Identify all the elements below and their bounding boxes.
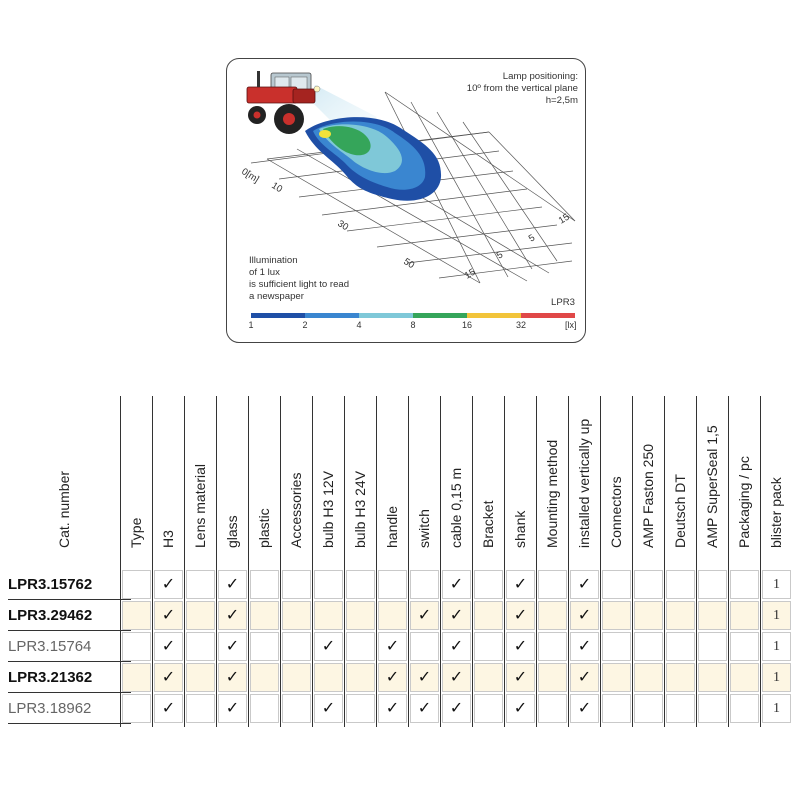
table-cell [474, 632, 503, 661]
table-cell [570, 632, 599, 661]
check-mark: ✓ [417, 607, 432, 624]
table-cell [730, 694, 759, 723]
row-separator [8, 630, 131, 631]
check-mark: ✓ [449, 607, 464, 624]
row-separator [8, 661, 131, 662]
table-cell [634, 570, 663, 599]
table-cell [634, 632, 663, 661]
check-mark: ✓ [577, 576, 592, 593]
table-cell [378, 632, 407, 661]
table-cell [154, 632, 183, 661]
table-cell [442, 694, 471, 723]
column-header-label: Connectors [608, 476, 624, 548]
table-cell [538, 570, 567, 599]
table-cell [410, 663, 439, 692]
table-cell [666, 632, 695, 661]
table-cell [218, 663, 247, 692]
table-cell [282, 601, 311, 630]
distance-label-10: 10 [269, 180, 285, 196]
table-cell [602, 694, 631, 723]
check-mark: ✓ [225, 607, 240, 624]
check-mark: ✓ [161, 638, 176, 655]
lateral-label-5-left: 5 [494, 249, 506, 262]
column-header-label: switch [416, 509, 432, 548]
table-cell [442, 663, 471, 692]
column-header-label: Bracket [480, 500, 496, 548]
column-header-label: bulb H3 12V [320, 470, 336, 548]
column-header-label: Mounting method [544, 439, 560, 548]
table-cell [506, 663, 535, 692]
table-cell [442, 570, 471, 599]
check-mark: ✓ [225, 638, 240, 655]
tractor-image [247, 71, 320, 134]
column-header-label: Type [128, 517, 144, 548]
column-header [280, 396, 312, 568]
column-header-label: plastic [256, 508, 272, 548]
table-cell [666, 694, 695, 723]
cat-number: LPR3.18962 [8, 700, 92, 717]
table-cell [538, 632, 567, 661]
column-header-label: Deutsch DT [672, 474, 688, 548]
table-cell [410, 694, 439, 723]
check-mark: ✓ [225, 700, 240, 717]
table-cell [666, 570, 695, 599]
check-mark: ✓ [417, 669, 432, 686]
header-label: Cat. number [56, 470, 72, 548]
lateral-label-5-right: 5 [526, 232, 538, 245]
column-header [248, 396, 280, 568]
table-cell [538, 601, 567, 630]
table-cell [506, 694, 535, 723]
cell-value: 1 [773, 670, 780, 685]
row-separator [8, 692, 131, 693]
lamp-positioning-note: Lamp positioning: 10º from the vertical plane h=2,5m [466, 71, 578, 106]
table-cell [186, 632, 215, 661]
table-cell [570, 694, 599, 723]
cat-number: LPR3.21362 [8, 669, 93, 686]
cell-value: 1 [773, 608, 780, 623]
table-cell [378, 570, 407, 599]
table-cell [570, 601, 599, 630]
table-cell [570, 663, 599, 692]
column-header [312, 396, 344, 568]
table-cell [634, 663, 663, 692]
table-cell [730, 601, 759, 630]
table-cell [250, 632, 279, 661]
column-header [440, 396, 472, 568]
table-cell [698, 694, 727, 723]
table-cell [314, 570, 343, 599]
table-cell [282, 632, 311, 661]
column-header [184, 396, 216, 568]
table-cell [538, 663, 567, 692]
table-cell [602, 632, 631, 661]
table-cell [314, 694, 343, 723]
table-cell [250, 663, 279, 692]
table-row [8, 694, 792, 725]
table-cell [506, 570, 535, 599]
table-cell [442, 632, 471, 661]
cat-number: LPR3.29462 [8, 607, 93, 624]
scale-unit: [lx] [565, 320, 577, 330]
table-cell [474, 601, 503, 630]
check-mark: ✓ [513, 700, 528, 717]
table-cell [218, 601, 247, 630]
column-header-label: Lens material [192, 463, 208, 548]
table-cell [122, 663, 151, 692]
distance-label-30: 30 [335, 218, 351, 234]
table-cell [282, 663, 311, 692]
table-cell [122, 570, 151, 599]
check-mark: ✓ [385, 669, 400, 686]
table-cell [314, 663, 343, 692]
column-header [696, 396, 728, 568]
table-cell [602, 570, 631, 599]
table-cell [250, 694, 279, 723]
table-cell [730, 632, 759, 661]
check-mark: ✓ [449, 700, 464, 717]
illumination-note: Illumination of 1 lux is sufficient light to read a newspaper [249, 255, 350, 302]
column-header [664, 396, 696, 568]
scale-tick: 32 [515, 320, 527, 330]
column-header [536, 396, 568, 568]
table-cell [218, 570, 247, 599]
table-cell [282, 694, 311, 723]
row-separator [8, 723, 131, 724]
table-cell [698, 570, 727, 599]
table-cell [154, 663, 183, 692]
table-cell [538, 694, 567, 723]
table-cell [378, 694, 407, 723]
column-header-label: blister pack [768, 477, 784, 548]
column-header [728, 396, 760, 568]
column-header-label: AMP Faston 250 [640, 443, 656, 548]
check-mark: ✓ [449, 638, 464, 655]
model-label: LPR3 [551, 297, 575, 308]
column-header [760, 396, 792, 568]
check-mark: ✓ [513, 576, 528, 593]
check-mark: ✓ [321, 700, 336, 717]
column-header-label: Packaging / pc [736, 456, 752, 548]
table-cell [346, 663, 375, 692]
table-cell [474, 570, 503, 599]
lux-color-scale [251, 313, 575, 318]
cat-number: LPR3.15764 [8, 638, 92, 655]
check-mark: ✓ [385, 638, 400, 655]
table-cell [474, 694, 503, 723]
table-cell [730, 663, 759, 692]
check-mark: ✓ [417, 700, 432, 717]
table-cell [250, 601, 279, 630]
table-cell [122, 694, 151, 723]
table-cell [218, 632, 247, 661]
table-cell [154, 694, 183, 723]
check-mark: ✓ [385, 700, 400, 717]
lateral-label-15-left: 15 [462, 266, 478, 282]
table-cell [250, 570, 279, 599]
table-row [8, 601, 792, 632]
check-mark: ✓ [161, 576, 176, 593]
table-cell [378, 601, 407, 630]
table-cell [506, 601, 535, 630]
table-cell [474, 663, 503, 692]
table-cell [218, 694, 247, 723]
table-cell [442, 601, 471, 630]
check-mark: ✓ [577, 638, 592, 655]
column-header [568, 396, 600, 568]
check-mark: ✓ [321, 638, 336, 655]
table-cell [634, 694, 663, 723]
table-cell [186, 694, 215, 723]
table-cell [186, 570, 215, 599]
column-header-label: H3 [160, 530, 176, 548]
header-cat-number [8, 396, 120, 568]
scale-tick: 2 [302, 320, 308, 330]
table-cell [154, 601, 183, 630]
column-header [600, 396, 632, 568]
check-mark: ✓ [513, 669, 528, 686]
table-cell [762, 632, 791, 661]
column-header-label: shank [512, 510, 528, 548]
table-cell [346, 601, 375, 630]
table-cell [410, 570, 439, 599]
scale-tick: 8 [410, 320, 416, 330]
check-mark: ✓ [449, 576, 464, 593]
column-header-label: cable 0,15 m [448, 467, 464, 548]
table-cell [378, 663, 407, 692]
scale-tick: 1 [248, 320, 254, 330]
table-row [8, 632, 792, 663]
column-header-label: AMP SuperSeal 1,5 [704, 425, 720, 548]
table-cell [634, 601, 663, 630]
table-cell [346, 632, 375, 661]
column-header [120, 396, 152, 568]
table-cell [122, 632, 151, 661]
table-row [8, 663, 792, 694]
column-header [344, 396, 376, 568]
row-separator [8, 599, 131, 600]
check-mark: ✓ [577, 669, 592, 686]
isolux-zones [305, 117, 441, 201]
distance-label-50: 50 [401, 256, 417, 272]
column-header-label: installed vertically up [576, 418, 592, 548]
table-cell [186, 663, 215, 692]
table-cell [346, 570, 375, 599]
scale-tick: 16 [461, 320, 473, 330]
check-mark: ✓ [449, 669, 464, 686]
cell-value: 1 [773, 577, 780, 592]
check-mark: ✓ [577, 607, 592, 624]
lateral-label-15-right: 15 [556, 211, 572, 227]
cell-value: 1 [773, 701, 780, 716]
check-mark: ✓ [513, 607, 528, 624]
check-mark: ✓ [161, 607, 176, 624]
check-mark: ✓ [225, 669, 240, 686]
table-cell [506, 632, 535, 661]
column-header [632, 396, 664, 568]
cell-value: 1 [773, 639, 780, 654]
table-cell [730, 570, 759, 599]
table-cell [762, 663, 791, 692]
check-mark: ✓ [577, 700, 592, 717]
column-header [376, 396, 408, 568]
cat-number: LPR3.15762 [8, 576, 93, 593]
column-header-label: handle [384, 505, 400, 548]
table-cell [762, 601, 791, 630]
table-cell [410, 601, 439, 630]
table-cell [698, 663, 727, 692]
column-header-label: Accessories [288, 472, 304, 548]
table-cell [762, 570, 791, 599]
check-mark: ✓ [161, 669, 176, 686]
table-cell [762, 694, 791, 723]
table-cell [602, 663, 631, 692]
table-cell [314, 632, 343, 661]
table-cell [122, 601, 151, 630]
check-mark: ✓ [225, 576, 240, 593]
table-cell [698, 601, 727, 630]
table-cell [186, 601, 215, 630]
table-cell [698, 632, 727, 661]
scale-tick: 4 [356, 320, 362, 330]
column-header [472, 396, 504, 568]
table-cell [314, 601, 343, 630]
check-mark: ✓ [513, 638, 528, 655]
distance-label-0: 0[m] [239, 166, 261, 186]
column-header [152, 396, 184, 568]
table-cell [410, 632, 439, 661]
illumination-diagram [226, 58, 586, 343]
table-row [8, 570, 792, 601]
table-cell [154, 570, 183, 599]
column-header [504, 396, 536, 568]
table-cell [666, 663, 695, 692]
table-cell [666, 601, 695, 630]
column-header [216, 396, 248, 568]
table-cell [570, 570, 599, 599]
check-mark: ✓ [161, 700, 176, 717]
column-header-label: glass [224, 515, 240, 548]
column-header-label: bulb H3 24V [352, 470, 368, 548]
table-cell [282, 570, 311, 599]
table-cell [602, 601, 631, 630]
table-cell [346, 694, 375, 723]
column-header [408, 396, 440, 568]
